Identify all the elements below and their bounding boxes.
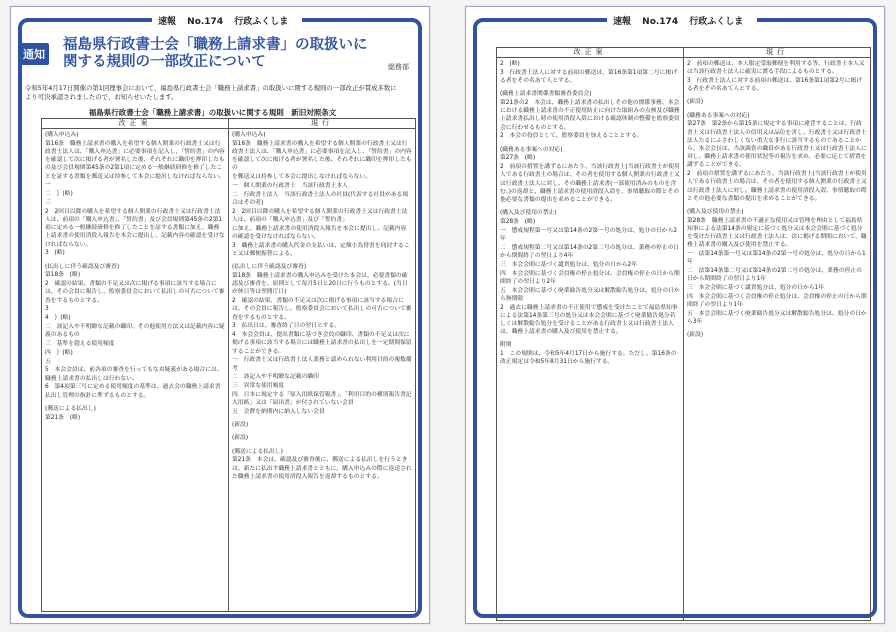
text-line: に加え、職務上請求書の使用済段入報告を本会に提出し、記載内容の確認を受けなければならない。 [232,225,407,240]
text-line: (職務ある事案への対応) [500,146,563,153]
text-line: 一 法第14条第一号又は第14条の2第一号の処分は、処分の日から1年 [687,251,866,266]
header-series: 速報 [158,17,177,27]
text-line: 三 [45,200,51,206]
text-line: 二 懲戒規程第二号又は第14条の2第二号の処分は、業務の停止の日から期間終了の翌日より4年 [500,244,680,260]
amended-text-column [497,58,684,621]
text-line: 一 懲戒規程第一号又は第14条の2第一号の処分は、処分の日から2年 [500,227,678,243]
text-line: 2 確認の結果、書類の不足又は次に掲げる事項に該当する場合には、その会員に報告し、監察委員会において払出しの可否について審査をするものとする。 [45,281,225,304]
text-line: 4 ｝(略) [45,315,71,322]
text-line: 五 会費を納期内に納入しない会員 [232,409,325,415]
text-line: (新設) [232,422,249,429]
text-line: (新設) [687,332,704,339]
text-line: (購入申込み) [232,132,266,138]
text-line: 第28条 (略) [500,219,536,226]
text-line: 四 本会会則に基づく会員権の停止処分は、会員権の停止の日から期間終了の翌日より2年 [500,270,680,285]
text-line: 第18条 (略) [45,272,81,279]
text-line: (払出しに伴う確認及び審査) [232,264,307,271]
text-line: 第16条 職務上請求書の購入を希望する個人開業の行政書士又は行政書士法人は、「購入申込書」に必要事項を記入し、「誓約書」の内容を確認して次に掲げる者が署名した後、それぞれに職印を押印したもの及び会員規則第45条の2第1項に定める一般継続研修を修了したことを証する書類を郵送又は持参して本会に提出しなければならない。 [45,140,225,180]
text-line: 2 本会の役員として、監察委員を加えることとする。 [500,133,643,140]
article-title: 福島県行政書士会「職務上請求書」の取扱いに関する規則の一部改正について [63,37,368,70]
text-line: 2 前項の郵送は、本人限定受取郵便を利用する等、行政書士本人又は当該行政書士法人に確実に渡る手段によるものとする。 [687,61,865,76]
text-line: (払出しに伴う確認及び審査) [45,263,120,270]
text-line: 五 [45,358,51,365]
text-line: (郵送による払出し) [45,405,96,412]
comparison-subtitle: 福島県行政書士会「職務上請求書」の取扱いに関する規則 新旧対照条文 [88,108,337,117]
left-page [10,6,430,624]
column-header-new: 改正案 [497,48,684,58]
text-line: (購入及び使用の禁止) [500,210,557,217]
text-line: 第21条 本会は、確認及び審査後に、郵送による払出しを行うときは、新たに払出す職務上請求書とともに、購入申込みの際に返送された職務上請求書の使用済段入報告を返却するものとする。 [232,457,412,480]
text-line: 2 (略) [500,61,520,67]
text-line: 2 2回目以降の購入を希望する個人開業の行政書士又は行政書士法人は、前項の「購入申込書」及び「誓約書」 [232,208,408,223]
text-line: 二 行政書士法人 当該行政書士法人の社員(代表する社員がある場合はその者) [232,191,409,206]
text-line: 二 該記入や不明瞭な記載の職印、その他使用方法又は記載内容に疑義のあるもの [45,324,225,339]
text-line: 三 基準を超える使用頻度 [45,341,115,347]
text-line: (購入及び使用の禁止) [687,209,744,216]
column-header-new: 改正案 [42,119,229,129]
text-line: 五 本会会則に基づく廃業勧告処分又は解散勧告処分は、処分の日から3年 [687,311,867,326]
text-line: を郵送又は持参して本会に提出しなければならない。 [232,174,372,181]
text-line: 2 確認の結果、書類の不足又は次に掲げる事項に該当する場合には、その会員に報告し、監察委員会において払出しの可否について審査をするものとする。 [232,298,412,321]
text-line: 3 払出日は、審査終了日の翌日とする。 [232,323,341,330]
text-line: 三 異常な使用頻度 [232,383,285,390]
amended-text-column [42,129,229,612]
text-line: 3 行政書士法人に対する前項の郵送は、第16条第1項第二号に掲げる者をその名あて人とする。 [500,69,678,84]
text-line: 四 ｝(略) [45,349,73,356]
header-publication: 行政ふくしま [234,17,289,27]
current-text-column [684,58,871,621]
text-line: 三 本会会則に基づく譴責処分は、処分の日から2年 [500,261,638,268]
running-header [152,14,302,27]
intro-paragraph: 令和5年4月17日開催の第1回理事会において、福島県行政書士会「職務上請求書」の取扱いに関する規則の一部改正が賛成多数により可決承認されましたので、お知らせいたします。 [25,84,397,101]
text-line: 第18条 職務上請求書の購入申込みを受けた本会は、必要書類の確認及び審査を、原則として毎月5日と20日に行うものとする。(当日が休日等は翌開庁日) [232,273,408,296]
text-line: 一 行政書士又は行政書士法人業務と認められない利用目的の複数備考 [232,357,412,372]
text-line: 一 [45,182,51,189]
right-page [465,6,885,624]
department-label: 総務部 [388,63,409,71]
text-line: 3 行政書士法人に対する前項の郵送は、第16条第1項第2号に掲げる者をその名あて人とする。 [687,78,862,93]
text-line: 三 本会会則に基づく譴責処分は、処分の日から1年 [687,285,825,292]
text-line: 第28条 職務上請求書の不適正な使用又は管理を理由として福島県知事による法第14条の規定に基づく処分又は本会会則に基づく処分を受けた行政書士又は行政書士法人は、次に掲げる期間において、職務上請求書の購入及び使用を禁止する。 [687,217,867,249]
text-line: 3 [45,306,49,313]
text-line: (新設) [232,435,249,442]
text-line: 1 この規則は、令和5年4月17日から施行する。ただし、第16条の改正規定は令和5年8月31日から施行する。 [500,351,677,366]
text-line: 第16条 職務上請求書の購入を希望する個人開業の行政書士又は行政書士法人は、「購入申込書」に必要事項を記入し、「誓約書」の内容を確認して次に掲げる者が署名した後、それぞれに職印を押印したもの [232,140,412,172]
column-header-old: 現行 [684,48,871,58]
text-line: 四 本会会則に基づく会員権の停止処分は、会員権の停止の日から期間終了の翌日より1年 [687,294,867,309]
text-line: 4 本会会員は、提出書類に基づき会員の職印、書類の不足又は次に掲げる事項に該当する場合には職務上請求書の払出しを一定期間保留することができる。 [232,332,412,355]
header-number: No.174 [642,17,679,27]
text-line: 5 本会会員は、前各項の審査を行ってもなお疑義がある場合には、職務上請求書の払出しは行わない。 [45,367,223,382]
text-line: (郵送による払出し) [232,448,283,455]
notice-tag: 通知 [19,43,49,65]
text-line: 二 該記入や不明瞭な記載の職印 [232,374,319,381]
header-series: 速報 [613,17,632,27]
text-line: 2 過去に職務上請求書の不正使用で懲戒を受けたことで福島県知事による法第14条第三号の処分又は本会会則に基づく廃業勧告処分若しくは解散勧告処分を受けることがある行政書士又は行政書士法人は、職務上請求書の購入及び使用を禁止する。 [500,304,678,336]
comparison-table [496,47,871,621]
text-line: (職務ある事案への対応) [687,112,750,119]
text-line: 二 ｝(略) [45,191,73,198]
text-line: 附則 [500,342,512,349]
text-line: 2 2回目以降の購入を希望する個人開業の行政書士又は行政書士法人は、前項の「購入申込書」、「誓約書」及び会員規則第45条の2第1項に定める一般継続研修を修了したことを証する書類に加え、職務上請求書の使用済段入報告を本会に提出し、記載内容の確認を受けなければならない。 [45,208,225,248]
text-line: 6 第4項第三号に定める使用頻度の基準は、過去会の職務上請求書払出し管理の指針に準ずるものとする。 [45,384,221,399]
text-line: 2 前項の措置を講ずるにあたり、当該行政書士(当該行政書士が使用人である行政書士の場合は、その者を使用する個人開業の行政書士又は行政書士法人に対し、その職務上請求書(一部使用済みのものを含む。)の返却と、職務上請求書の使用済段入殻を、事情聴取の際とその他必要な書類の提出を求めることができる。 [500,164,680,204]
text-line: 2 前項の措置を講ずるにあたり、当該行政書士(当該行政書士が使用人である行政書士の場合は、その者を使用する個人開業の行政書士又は行政書士法人に対し、職務上請求書の使用済段入殻、事情聴取の際とその他必要な書類の提出を求めることができる。 [687,171,867,202]
text-line: 二 法第14条第二号又は第14条の2第二号の処分は、業務の停止の日から期間終了の翌日より1年 [687,268,862,283]
text-line: (購入申込み) [45,132,79,138]
comparison-table [41,118,416,612]
text-line: 一 個人開業の行政書士 当該行政書士本人 [232,183,348,189]
column-header-old: 現行 [229,119,416,129]
text-line: 五 本会会則に基づく廃業勧告処分又は解散勧告処分は、処分の日から無期限 [500,287,680,302]
text-line: 第27条 第2条から第15条に規定する事項に違背することは、行政書士又は行政書士法人の信用又は品位を害し、行政書士又は行政書士法人たるにふさわしくない重大な非行に該当するものであることから、本会会長は、当該調査の職員がある行政書士又は行政書士法人に対し、職務上請求書の使用状況等の報告を求め、必要に応じて措置を講ずることができる。 [687,121,867,169]
header-publication: 行政ふくしま [689,17,744,27]
text-line: (新設) [687,99,704,106]
current-text-column [229,129,416,612]
text-line: (職務上請求書関係書類審査委員会) [500,91,592,98]
running-header [607,14,757,27]
text-line: 第21条 (略) [45,414,81,421]
header-number: No.174 [187,17,224,27]
text-line: 四 日本に規定する「原入用紙保管報書」、「利用目的の種別報告書記入用紙」又は「届出書」が付されていない会員 [232,392,412,407]
text-line: 第27条 (略) [500,155,536,162]
text-line: 第21条の2 本会は、職務上請求書の払出しその他の関係事務、本会における職務上請求書の不正使用防止に向けた取組みの点検及び職務上請求書払出し時の使用済段入殻における確認体制の整備を監察委員会に行わせるものとする。 [500,100,680,131]
text-line: 3 職務上請求書の購入代金の支払いは、定額小為替書を同封すること又は郵便振替による。 [232,242,410,257]
text-line: 3 (略) [45,250,65,257]
